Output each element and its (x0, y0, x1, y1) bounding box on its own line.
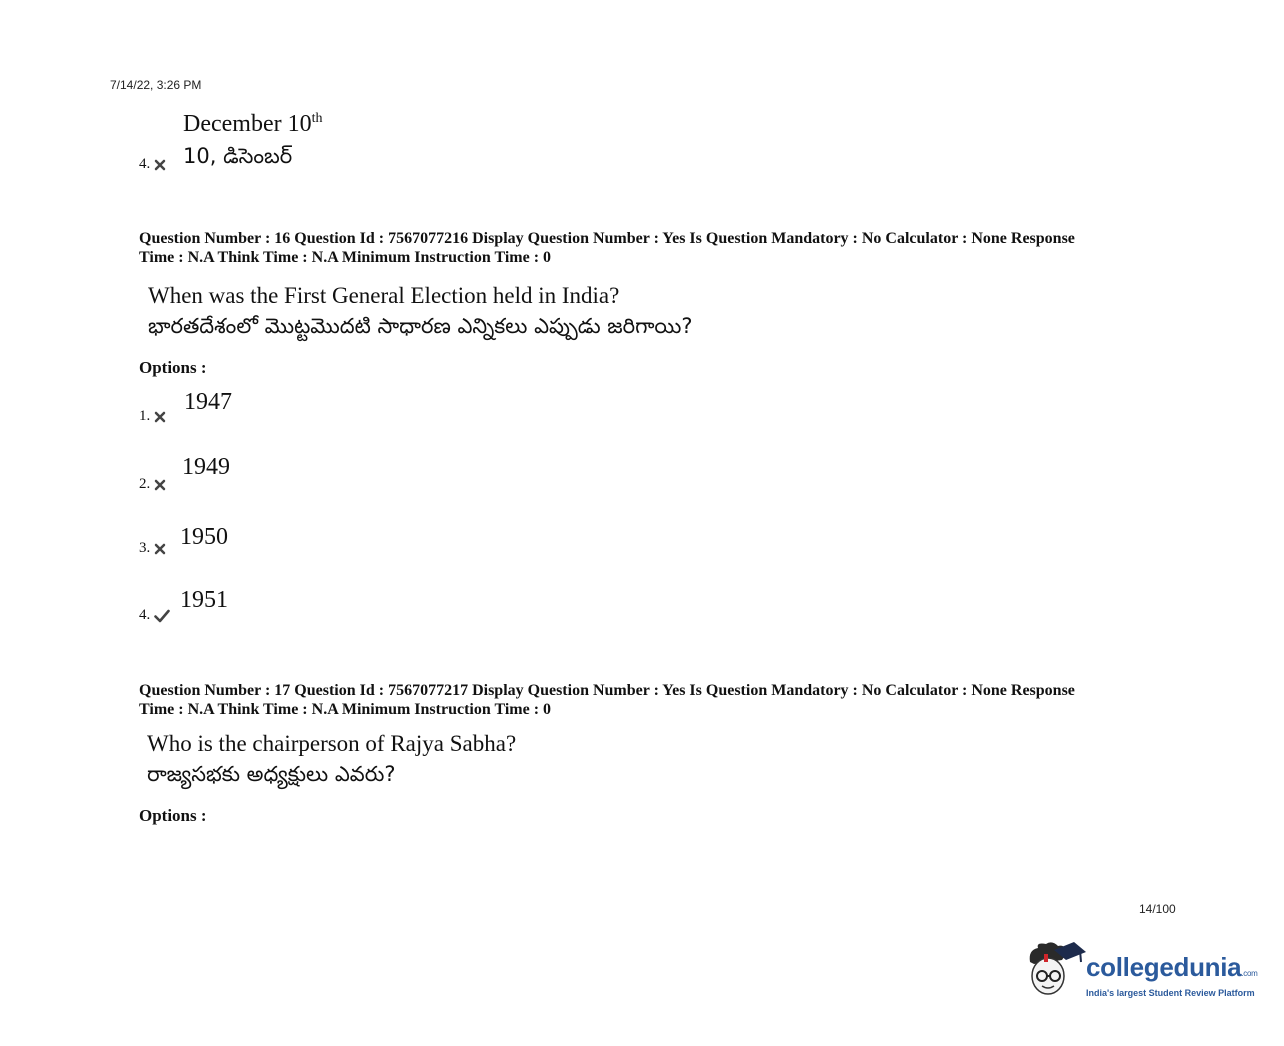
logo-suffix: .com (1241, 969, 1258, 978)
collegedunia-logo (1024, 940, 1258, 1010)
prev-option-sup: th (311, 111, 323, 126)
option-1-number: 1. (139, 408, 151, 424)
page-number: 14/100 (1139, 902, 1176, 916)
option-3-row (139, 540, 166, 557)
question-16-meta-line1: Question Number : 16 Question Id : 7567077216 Display Question Number : Yes Is Question Mandatory : No Calculator : None Response (139, 230, 1075, 247)
wrong-icon (154, 543, 166, 555)
option-4-number: 4. (139, 607, 151, 623)
option-3-text: 1950 (180, 524, 228, 550)
wrong-icon (154, 159, 166, 171)
prev-option-en: December 10 (183, 111, 312, 137)
option-2-number: 2. (139, 476, 151, 492)
logo-name: collegedunia (1086, 952, 1242, 982)
question-17-options-label: Options : (139, 806, 207, 825)
question-17-meta-line1: Question Number : 17 Question Id : 7567077217 Display Question Number : Yes Is Question Mandatory : No Calculator : None Response (139, 682, 1075, 699)
check-icon (154, 609, 170, 623)
option-3-number: 3. (139, 540, 151, 556)
question-16-options-label: Options : (139, 358, 207, 377)
wrong-icon (154, 479, 166, 491)
question-17-meta-line2: Time : N.A Think Time : N.A Minimum Instruction Time : 0 (139, 701, 552, 718)
question-16-en: When was the First General Election held in India? (148, 283, 620, 308)
option-1-row (139, 408, 166, 425)
prev-option-number: 4. (139, 156, 151, 172)
question-17-meta (139, 681, 1169, 719)
question-16-meta (139, 229, 1169, 267)
prev-option-text (183, 104, 323, 171)
question-16-text (148, 281, 693, 341)
option-4-text: 1951 (180, 587, 228, 613)
question-17-text (147, 729, 516, 789)
question-17-en: Who is the chairperson of Rajya Sabha? (147, 731, 517, 756)
option-2-text: 1949 (182, 454, 230, 480)
prev-option-row (139, 156, 166, 173)
option-4-row (139, 607, 170, 624)
logo-tagline: India's largest Student Review Platform (1086, 988, 1255, 998)
question-16-te: భారతదేశంలో మొట్టమొదటి సాధారణ ఎన్నికలు ఎప్పుడు జరిగాయి? (148, 314, 693, 338)
question-17-te: రాజ్యసభకు అధ్యక్షులు ఎవరు? (147, 762, 396, 786)
option-2-row (139, 476, 166, 493)
question-16-meta-line2: Time : N.A Think Time : N.A Minimum Instruction Time : 0 (139, 249, 552, 266)
mascot-icon (1024, 940, 1086, 1002)
wrong-icon (154, 411, 166, 423)
prev-option-te: 10, డిసెంబర్ (183, 144, 293, 168)
option-1-text: 1947 (184, 389, 232, 415)
print-timestamp: 7/14/22, 3:26 PM (110, 78, 202, 92)
